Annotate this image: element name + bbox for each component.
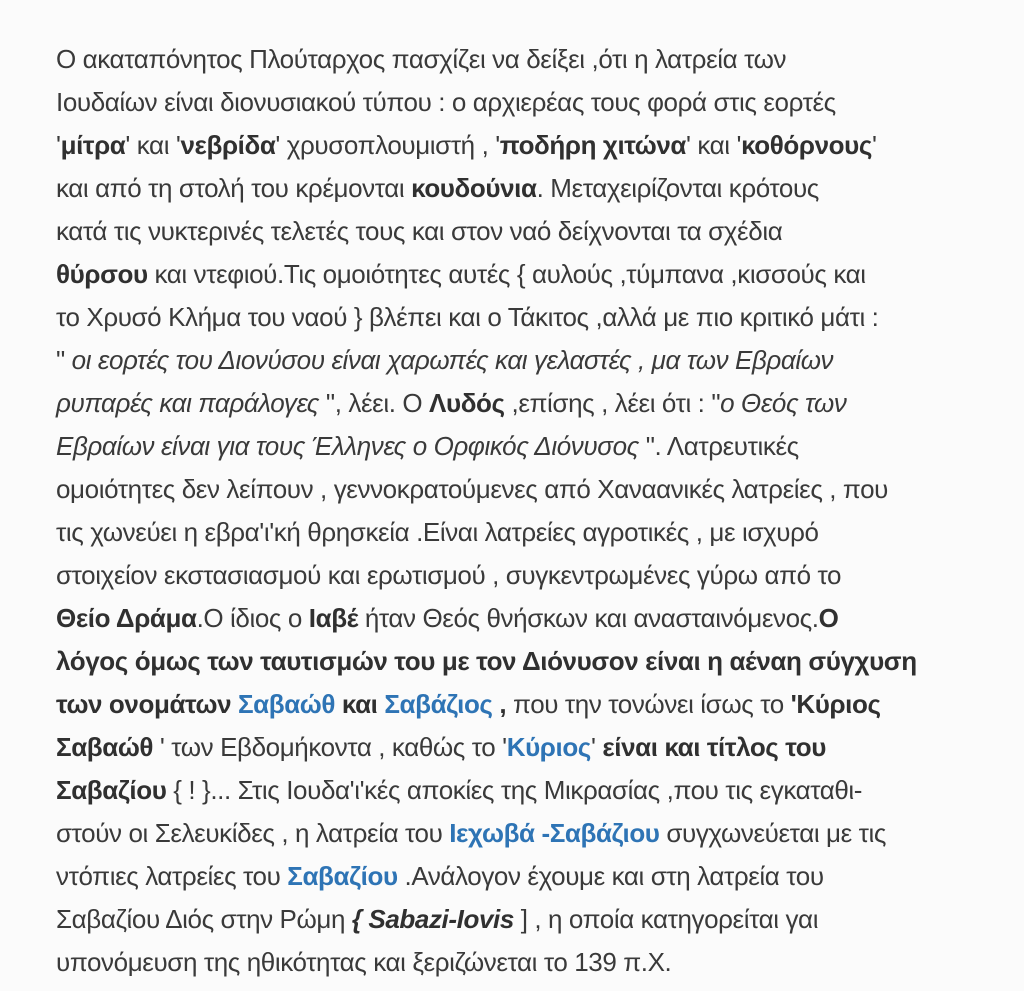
text-segment: υπονόμευση της ηθικότητας και ξεριζώνεται το 139 π.Χ. <box>56 947 672 977</box>
text-segment: ντόπιες λατρείες του <box>56 861 288 891</box>
text-segment: στοιχείον εκστασιασμού και ερωτισμού , συγκεντρωμένες γύρω από το <box>56 560 842 590</box>
text-line <box>56 124 994 167</box>
text-line <box>56 812 994 855</box>
text-lines <box>56 38 994 984</box>
text-line <box>56 597 994 640</box>
text-line <box>56 253 994 296</box>
text-segment: ήταν Θεός θνήσκων και ανασταινόμενος. <box>358 603 819 633</box>
highlighted-name-text: Κύριος <box>506 732 591 762</box>
text-segment: ". Λατρευτικές <box>645 431 799 461</box>
text-line <box>56 511 994 554</box>
text-line <box>56 382 994 425</box>
text-segment: Ιαβέ <box>308 603 358 633</box>
text-segment: λόγος όμως των ταυτισμών του με τον Διόνυσον είναι η αέναη σύγχυση <box>56 646 917 676</box>
highlighted-name-text: Σαβαώθ <box>237 689 336 719</box>
highlighted-name-text: Ιεχωβά -Σαβάζιου <box>449 818 660 848</box>
text-line <box>56 468 994 511</box>
text-segment: μίτρα <box>60 130 126 160</box>
text-segment: ρυπαρές και παράλογες <box>56 388 326 418</box>
text-segment: και ντεφιού.Τις ομοιότητες αυτές { αυλούς ,τύμπανα ,κισσούς και <box>147 259 866 289</box>
text-segment: . Μεταχειρίζονται κρότους <box>536 173 819 203</box>
text-line <box>56 296 994 339</box>
text-line <box>56 683 994 726</box>
text-line <box>56 339 994 382</box>
text-segment: ποδήρη χιτώνα <box>499 130 686 160</box>
highlighted-name-text: Σαβάζιος <box>384 689 493 719</box>
text-line <box>56 38 994 81</box>
text-line <box>56 855 994 898</box>
text-segment: Θείο Δράμα <box>56 603 197 633</box>
text-segment: Σαβαζίου Διός στην Ρώμη <box>56 904 352 934</box>
text-segment: τις χωνεύει η εβρα'ι'κή θρησκεία .Είναι λατρείες αγροτικές , με ισχυρό <box>56 517 819 547</box>
text-line <box>56 726 994 769</box>
text-segment: ο Θεός των <box>720 388 847 418</box>
text-segment: νεβρίδα <box>180 130 276 160</box>
text-segment: και από τη στολή του κρέμονται <box>56 173 412 203</box>
text-line <box>56 640 994 683</box>
text-segment: .Ανάλογον έχουμε και στη λατρεία του <box>397 861 824 891</box>
text-line <box>56 167 994 210</box>
text-segment: , <box>492 689 514 719</box>
text-line <box>56 425 994 468</box>
text-segment: ", λέει. Ο <box>325 388 430 418</box>
text-segment: { Sabazi-Iovis <box>351 904 514 934</box>
text-segment: συγχωνεύεται με τις <box>659 818 886 848</box>
text-segment: που την τονώνει ίσως το <box>513 689 791 719</box>
text-segment: Λυδός <box>429 388 505 418</box>
text-segment: Ιουδαίων είναι διονυσιακού τύπου : ο αρχιερέας τους φορά στις εορτές <box>56 87 836 117</box>
text-line <box>56 554 994 597</box>
text-segment: .Ο ίδιος ο <box>196 603 309 633</box>
text-segment: Εβραίων είναι για τους Έλληνες ο Ορφικός Διόνυσος <box>56 431 646 461</box>
text-segment: ' των Εβδομήκοντα , καθώς το ' <box>153 732 507 762</box>
text-segment: ' <box>872 130 877 160</box>
text-segment: Σαβαώθ <box>56 732 154 762</box>
text-line <box>56 210 994 253</box>
text-segment: { ! }... Στις Ιουδα'ι'κές αποκίες της Μικρασίας ,που τις εγκαταθι- <box>166 775 863 805</box>
text-segment: των ονομάτων <box>56 689 238 719</box>
text-segment: ' χρυσοπλουμιστή , ' <box>275 130 500 160</box>
text-segment: στούν οι Σελευκίδες , η λατρεία του <box>56 818 450 848</box>
text-segment: ' <box>56 130 61 160</box>
text-line <box>56 769 994 812</box>
text-segment: κατά τις νυκτερινές τελετές τους και στον ναό δείχνονται τα σχέδια <box>56 216 783 246</box>
text-segment: " <box>56 345 72 375</box>
text-line <box>56 81 994 124</box>
text-segment: και <box>335 689 385 719</box>
text-segment: ,επίσης , λέει ότι : " <box>504 388 721 418</box>
text-segment: 'Κύριος <box>790 689 881 719</box>
text-segment: θύρσου <box>56 259 148 289</box>
text-line <box>56 898 994 941</box>
text-segment: ' και ' <box>125 130 181 160</box>
text-segment: Ο ακαταπόνητος Πλούταρχος πασχίζει να δείξει ,ότι η λατρεία των <box>56 44 787 74</box>
text-segment: οι εορτές του Διονύσου είναι χαρωπές και γελαστές , μα των Εβραίων <box>71 345 834 375</box>
text-segment: ομοιότητες δεν λείπουν , γεννοκρατούμενες από Χαναανικές λατρείες , που <box>56 474 888 504</box>
text-segment: κουδούνια <box>411 173 537 203</box>
text-segment: Σαβαζίου <box>56 775 167 805</box>
text-segment: ' και ' <box>685 130 742 160</box>
text-segment: ] , η οποία κατηγορείται γαι <box>513 904 819 934</box>
text-line <box>56 941 994 984</box>
text-segment: ' <box>590 732 603 762</box>
text-segment: είναι και τίτλος του <box>602 732 826 762</box>
text-segment: Ο <box>818 603 839 633</box>
highlighted-name-text: Σαβαζίου <box>287 861 398 891</box>
text-segment: το Χρυσό Κλήμα του ναού } βλέπει και ο Τάκιτος ,αλλά με πιο κριτικό μάτι : <box>56 302 879 332</box>
text-segment: κοθόρνους <box>741 130 872 160</box>
